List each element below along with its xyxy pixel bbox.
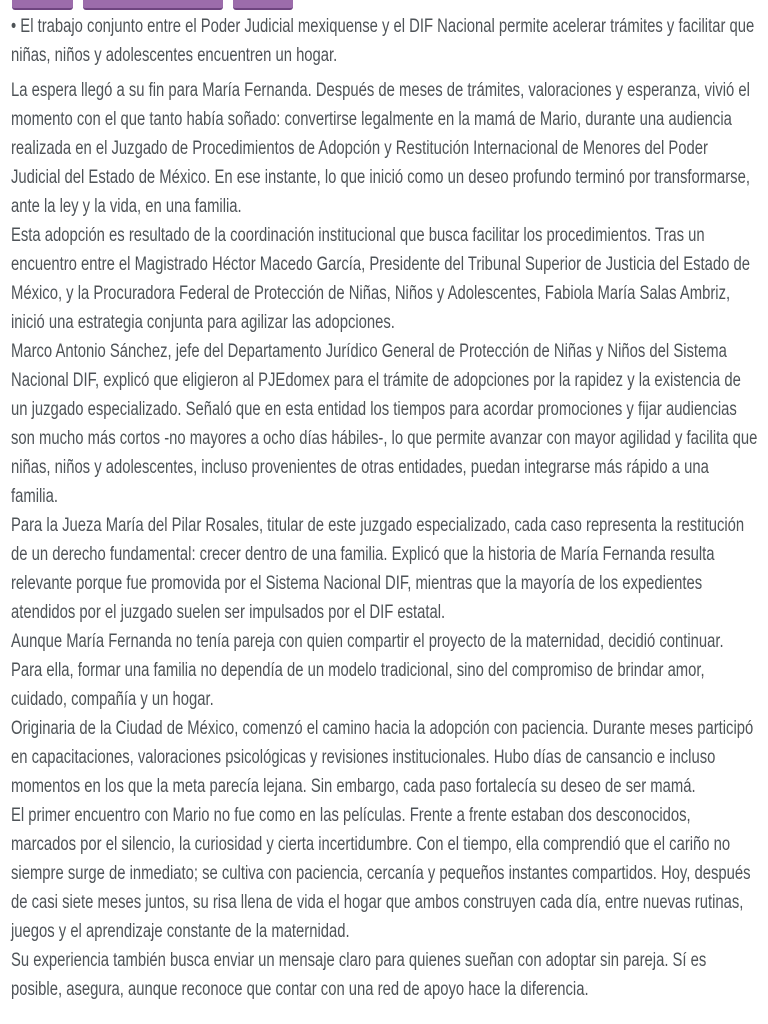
paragraph: Aunque María Fernanda no tenía pareja con quien compartir el proyecto de la maternidad, decidió continuar. Para ella, formar una familia no dependía de un modelo tradicional, sino del compromiso de brindar amor, cuidado, compañía y un hogar.	[11, 631, 724, 710]
paragraph: El primer encuentro con Mario no fue como en las películas. Frente a frente estaban dos desconocidos, marcados por el silencio, la curiosidad y cierta incertidumbre. Con el tiempo, ella comprendió que el cariño no siempre surge de inmediato; se cultiva con paciencia, cercanía y pequeños instantes compartidos. Hoy, después de casi siete meses juntos, su risa llena de vida el hogar que ambos construyen cada día, entre nuevas rutinas, juegos y el aprendizaje constante de la maternidad.	[11, 805, 751, 942]
category-tag-1[interactable]	[12, 0, 73, 10]
category-tags-row	[0, 0, 768, 10]
paragraph: Su experiencia también busca enviar un mensaje claro para quienes sueñan con adoptar sin pareja. Sí es posible, asegura, aunque reconoce que contar con una red de apoyo hace la diferencia.	[11, 950, 707, 1000]
lead-summary-paragraph: • El trabajo conjunto entre el Poder Judicial mexiquense y el DIF Nacional permite acelerar trámites y facilitar que niñas, niños y adolescentes encuentren un hogar.	[11, 16, 755, 66]
paragraph: Para la Jueza María del Pilar Rosales, titular de este juzgado especializado, cada caso representa la restitución de un derecho fundamental: crecer dentro de una familia. Explicó que la historia de María Fernanda resulta relevante porque fue promovida por el Sistema Nacional DIF, mientras que la mayoría de los expedientes atendidos por el juzgado suelen ser impulsados por el DIF estatal.	[11, 515, 745, 623]
article-body	[0, 10, 768, 1004]
category-tag-3[interactable]	[233, 0, 293, 10]
paragraph: Esta adopción es resultado de la coordinación institucional que busca facilitar los procedimientos. Tras un encuentro entre el Magistrado Héctor Macedo García, Presidente del Tribunal Superior de Justicia del Estado de México, y la Procuradora Federal de Protección de Niñas, Niños y Adolescentes, Fabiola María Salas Ambriz, inició una estrategia conjunta para agilizar las adopciones.	[11, 225, 750, 333]
paragraph: Marco Antonio Sánchez, jefe del Departamento Jurídico General de Protección de Niñas y Niños del Sistema Nacional DIF, explicó que eligieron al PJEdomex para el trámite de adopciones por la rapidez y la existencia de un juzgado especializado. Señaló que en esta entidad los tiempos para acordar promociones y fijar audiencias son mucho más cortos -no mayores a ocho días hábiles-, lo que permite avanzar con mayor agilidad y facilita que niñas, niños y adolescentes, incluso provenientes de otras entidades, puedan integrarse más rápido a una familia.	[11, 341, 758, 507]
paragraph: La espera llegó a su fin para María Fernanda. Después de meses de trámites, valoraciones y esperanza, vivió el momento con el que tanto había soñado: convertirse legalmente en la mamá de Mario, durante una audiencia realizada en el Juzgado de Procedimientos de Adopción y Restitución Internacional de Menores del Poder Judicial del Estado de México. En ese instante, lo que inició como un deseo profundo terminó por transformarse, ante la ley y la vida, en una familia.	[11, 80, 750, 217]
category-tag-2[interactable]	[83, 0, 223, 10]
paragraph: Originaria de la Ciudad de México, comenzó el camino hacia la adopción con paciencia. Durante meses participó en capacitaciones, valoraciones psicológicas y revisiones institucionales. Hubo días de cansancio e incluso momentos en los que la meta parecía lejana. Sin embargo, cada paso fortalecía su deseo de ser mamá.	[11, 718, 754, 797]
article-text-block	[11, 12, 757, 1004]
